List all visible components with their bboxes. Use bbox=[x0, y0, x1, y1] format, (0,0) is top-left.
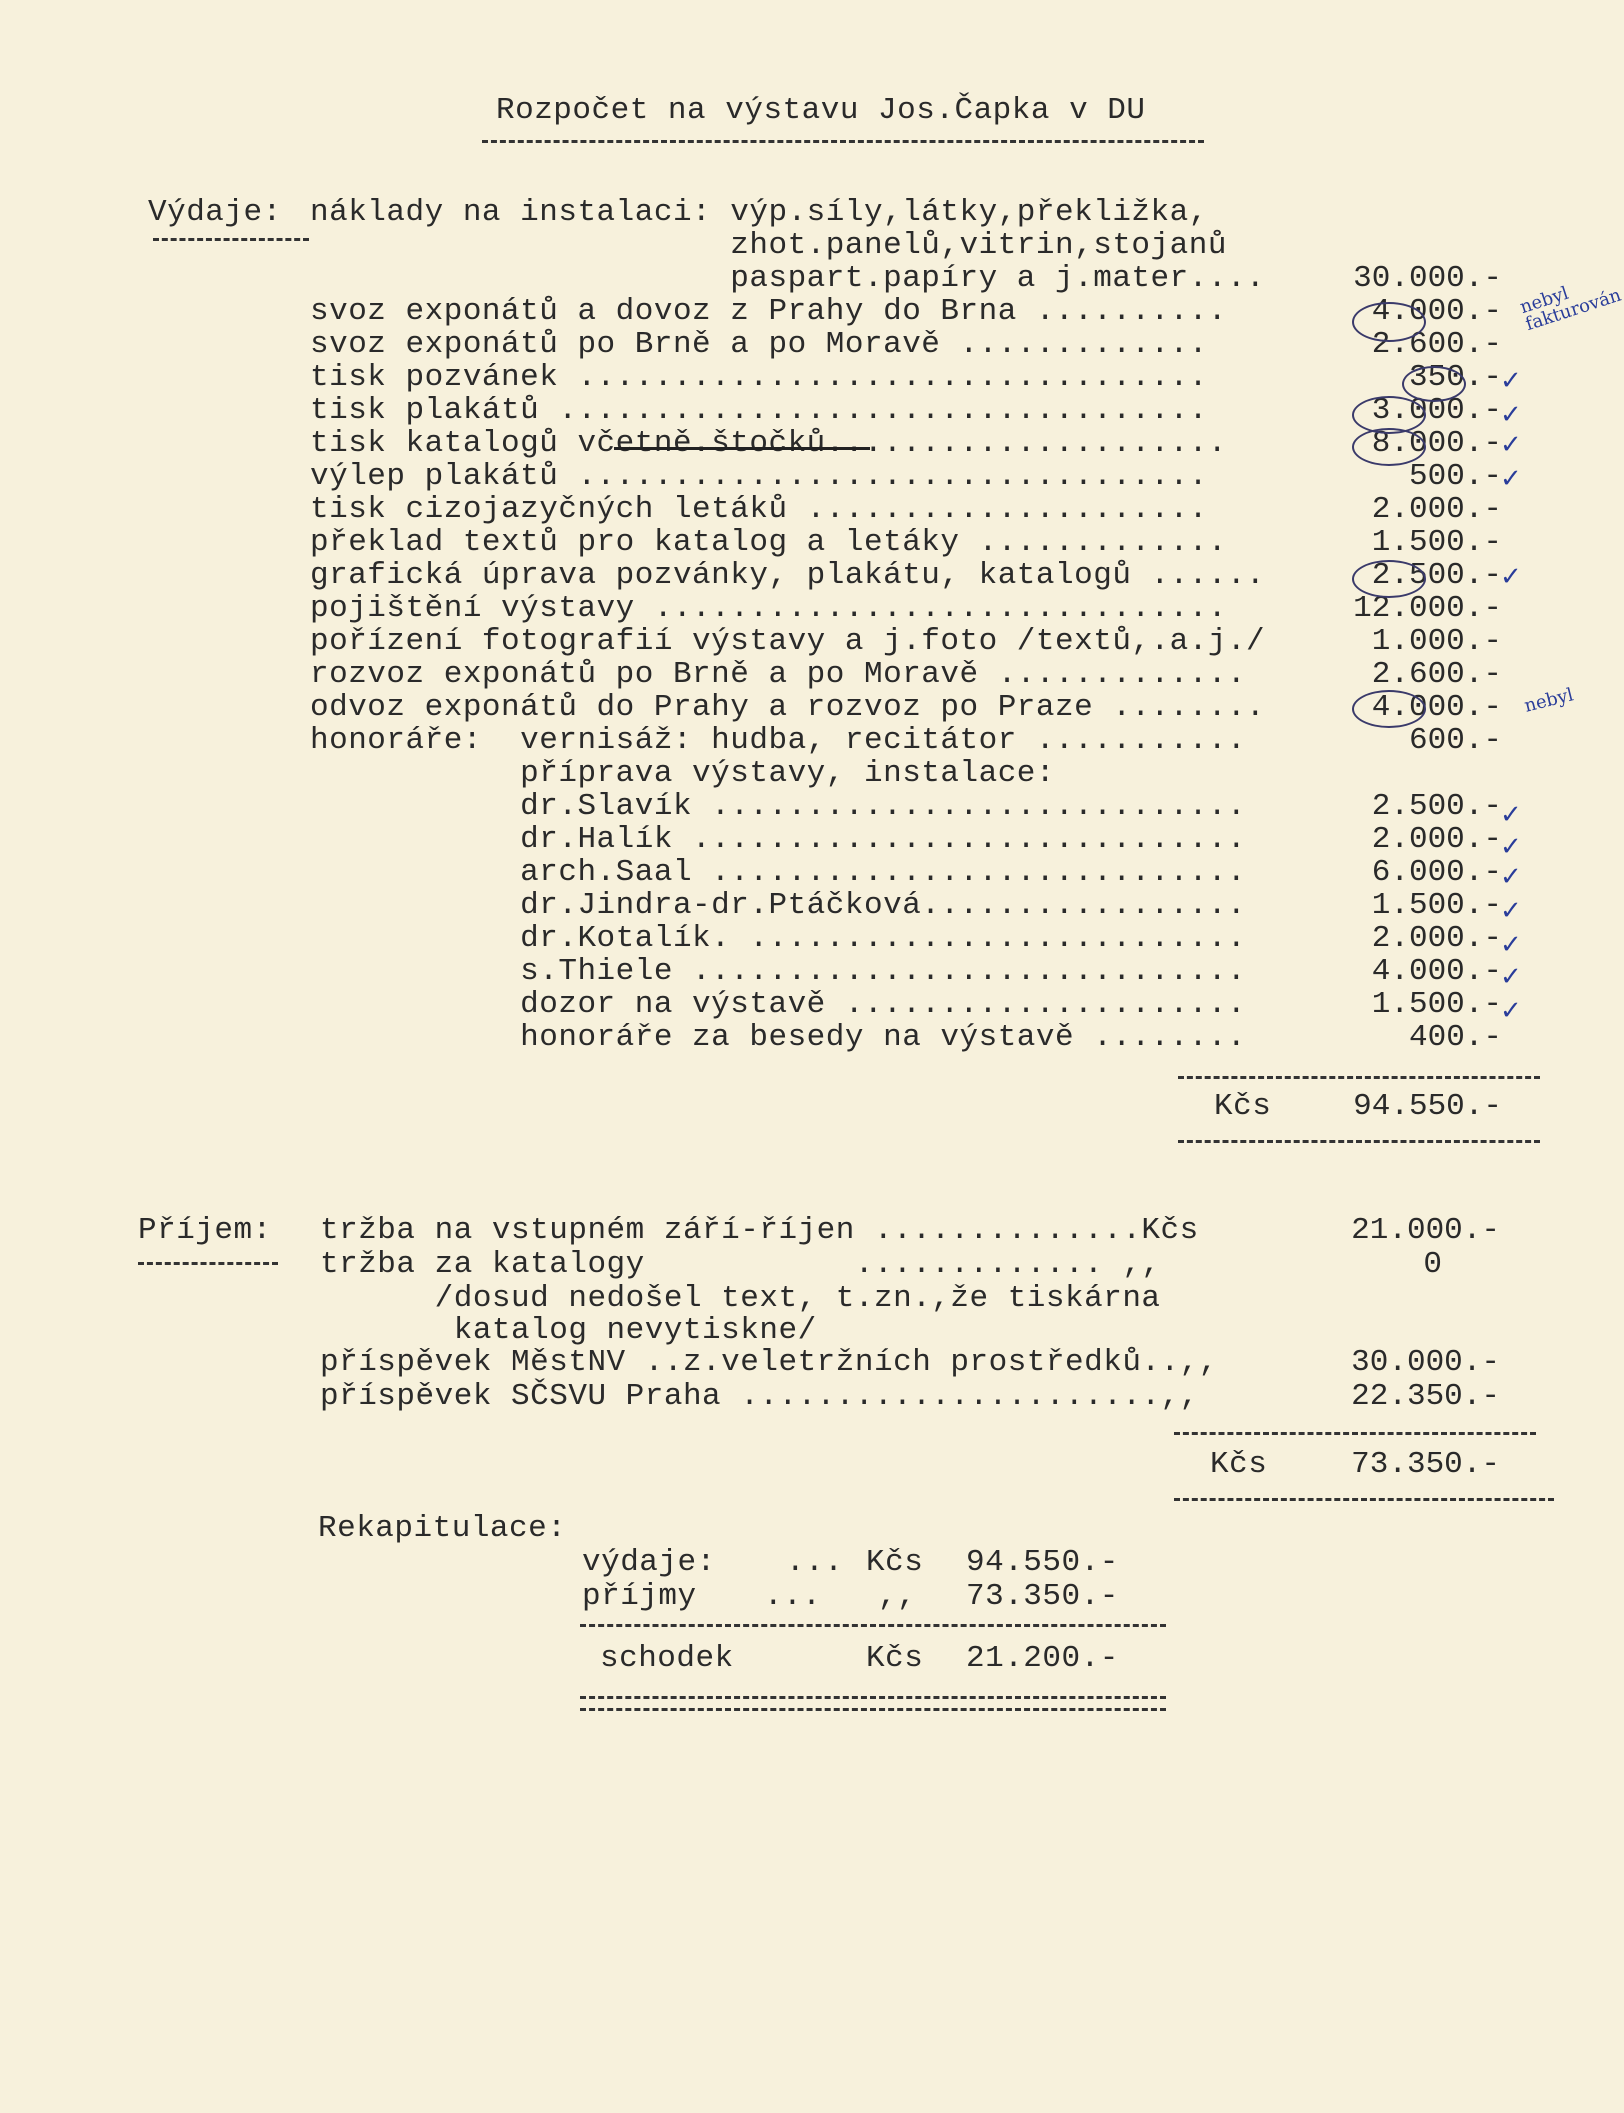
check-mark-icon: ✓ bbox=[1500, 400, 1522, 430]
vydaje-line-text: tisk pozvánek ................................. bbox=[310, 360, 1208, 395]
rekap-prijmy-dots: ... bbox=[764, 1579, 822, 1614]
vydaje-line-amount: 600.- bbox=[1408, 723, 1502, 758]
vydaje-line-text: pojištění výstavy .............................. bbox=[310, 591, 1227, 626]
check-mark-icon: ✓ bbox=[1500, 832, 1522, 862]
vydaje-line-amount: 4.000.- bbox=[1371, 294, 1502, 329]
vydaje-line-text: rozvoz exponátů po Brně a po Moravě ............. bbox=[310, 657, 1247, 692]
vydaje-line-amount: 8.000.- bbox=[1371, 426, 1502, 461]
check-mark-icon: ✓ bbox=[1500, 962, 1522, 992]
vydaje-total-amount: 94.550.- bbox=[1353, 1089, 1502, 1124]
vydaje-line-amount: 350.- bbox=[1408, 360, 1502, 395]
vydaje-line-text: honoráře za besedy na výstavě ........ bbox=[310, 1020, 1247, 1055]
prijem-line-text: příspěvek MěstNV ..z.veletržních prostředků..,, bbox=[320, 1345, 1218, 1380]
vydaje-line-amount: 400.- bbox=[1408, 1020, 1502, 1055]
rekap-vydaje-cur: Kčs bbox=[866, 1545, 924, 1580]
rekap-rule-bottom-1 bbox=[580, 1696, 1166, 1699]
rekap-rule-bottom-2 bbox=[580, 1708, 1166, 1711]
check-mark-icon: ✓ bbox=[1500, 862, 1522, 892]
rekap-vydaje-label: výdaje: bbox=[582, 1545, 716, 1580]
vydaje-line-text: odvoz exponátů do Prahy a rozvoz po Praze ........ bbox=[310, 690, 1266, 725]
vydaje-line-amount: 2.600.- bbox=[1371, 657, 1502, 692]
vydaje-line-text: dr.Halík ............................. bbox=[310, 822, 1247, 857]
vydaje-total-label: Kčs bbox=[1214, 1089, 1272, 1124]
prijem-line-amount: 21.000.- bbox=[1351, 1213, 1500, 1248]
rekap-result-label: schodek bbox=[600, 1641, 734, 1676]
vydaje-underline bbox=[153, 238, 309, 241]
vydaje-line-text: pořízení fotografií výstavy a j.foto /textů,.a.j./ bbox=[310, 624, 1266, 659]
check-mark-icon: ✓ bbox=[1500, 996, 1522, 1026]
vydaje-line-amount: 2.500.- bbox=[1371, 558, 1502, 593]
prijem-total-label: Kčs bbox=[1210, 1447, 1268, 1482]
prijem-line-text: katalog nevytiskne/ bbox=[320, 1313, 817, 1348]
vydaje-line-text: svoz exponátů a dovoz z Prahy do Brna .......... bbox=[310, 294, 1227, 329]
check-mark-icon: ✓ bbox=[1500, 464, 1522, 494]
vydaje-line-text: dr.Jindra-dr.Ptáčková................. bbox=[310, 888, 1247, 923]
vydaje-line-amount: 2.000.- bbox=[1371, 492, 1502, 527]
vydaje-line-amount: 30.000.- bbox=[1353, 261, 1502, 296]
vydaje-line-text: tisk cizojazyčných letáků ..................... bbox=[310, 492, 1208, 527]
vydaje-line-text: arch.Saal ............................ bbox=[310, 855, 1247, 890]
strike-vcetne-stocku bbox=[614, 447, 870, 450]
title-underline bbox=[482, 140, 1204, 143]
amount-circle bbox=[1352, 428, 1426, 466]
prijem-underline bbox=[138, 1262, 278, 1265]
prijem-line-text: příspěvek SČSVU Praha ......................,, bbox=[320, 1379, 1199, 1414]
vydaje-line-text: příprava výstavy, instalace: bbox=[310, 756, 1056, 791]
vydaje-heading: Výdaje: bbox=[148, 195, 282, 230]
check-mark-icon: ✓ bbox=[1500, 896, 1522, 926]
vydaje-line-amount: 2.500.- bbox=[1371, 789, 1502, 824]
vydaje-total-rule-bottom bbox=[1178, 1140, 1540, 1143]
prijem-total-rule-top bbox=[1174, 1432, 1536, 1435]
vydaje-line-text: dr.Kotalík. .......................... bbox=[310, 921, 1247, 956]
handwritten-note-fakturovan: nebyl fakturován bbox=[1517, 282, 1624, 336]
check-mark-icon: ✓ bbox=[1500, 930, 1522, 960]
rekapitulace-heading: Rekapitulace: bbox=[318, 1511, 567, 1546]
vydaje-line-text: s.Thiele ............................. bbox=[310, 954, 1247, 989]
vydaje-line-amount: 1.500.- bbox=[1371, 987, 1502, 1022]
amount-circle bbox=[1402, 366, 1466, 402]
prijem-line-text: tržba na vstupném září-říjen ..............Kčs bbox=[320, 1213, 1199, 1248]
vydaje-line-amount: 1.500.- bbox=[1371, 888, 1502, 923]
rekap-prijmy-label: příjmy bbox=[582, 1579, 697, 1614]
vydaje-line-text: náklady na instalaci: výp.síly,látky,překližka, bbox=[310, 195, 1208, 230]
handwritten-note-nebyl: nebyl bbox=[1522, 684, 1576, 717]
vydaje-line-amount: 1.500.- bbox=[1371, 525, 1502, 560]
amount-circle bbox=[1352, 302, 1426, 342]
prijem-line-text: /dosud nedošel text, t.zn.,že tiskárna bbox=[320, 1281, 1161, 1316]
vydaje-line-text: výlep plakátů ................................. bbox=[310, 459, 1208, 494]
vydaje-total-rule-top bbox=[1178, 1076, 1540, 1079]
rekap-prijmy-amount: 73.350.- bbox=[966, 1579, 1119, 1614]
vydaje-line-text: honoráře: vernisáž: hudba, recitátor ........... bbox=[310, 723, 1247, 758]
prijem-total-amount: 73.350.- bbox=[1351, 1447, 1500, 1482]
vydaje-line-text: zhot.panelů,vitrin,stojanů bbox=[310, 228, 1227, 263]
prijem-line-amount: 30.000.- bbox=[1351, 1345, 1500, 1380]
vydaje-line-text: dozor na výstavě ..................... bbox=[310, 987, 1247, 1022]
vydaje-line-text: paspart.papíry a j.mater.... bbox=[310, 261, 1285, 296]
vydaje-line-text: dr.Slavík ............................ bbox=[310, 789, 1247, 824]
prijem-heading: Příjem: bbox=[138, 1213, 272, 1248]
vydaje-line-amount: 500.- bbox=[1408, 459, 1502, 494]
rekap-vydaje-dots: ... bbox=[786, 1545, 844, 1580]
vydaje-line-amount: 3.000.- bbox=[1371, 393, 1502, 428]
vydaje-line-amount: 2.600.- bbox=[1371, 327, 1502, 362]
vydaje-line-amount: 2.000.- bbox=[1371, 921, 1502, 956]
amount-circle bbox=[1352, 690, 1426, 728]
vydaje-line-amount: 4.000.- bbox=[1371, 690, 1502, 725]
vydaje-line-amount: 12.000.- bbox=[1353, 591, 1502, 626]
check-mark-icon: ✓ bbox=[1500, 366, 1522, 396]
vydaje-line-amount: 4.000.- bbox=[1371, 954, 1502, 989]
vydaje-line-text: grafická úprava pozvánky, plakátu, katalogů ...... bbox=[310, 558, 1266, 593]
prijem-line-amount: 22.350.- bbox=[1351, 1379, 1500, 1414]
prijem-total-rule-bottom bbox=[1174, 1498, 1554, 1501]
vydaje-line-amount: 2.000.- bbox=[1371, 822, 1502, 857]
prijem-line-text: tržba za katalogy ............. ,, bbox=[320, 1247, 1161, 1282]
amount-circle bbox=[1352, 560, 1426, 598]
page-title: Rozpočet na výstavu Jos.Čapka v DU bbox=[496, 93, 1146, 128]
prijem-line-amount: 0 bbox=[1423, 1247, 1442, 1282]
rekap-rule-top bbox=[580, 1624, 1166, 1627]
check-mark-icon: ✓ bbox=[1500, 430, 1522, 460]
rekap-result-amount: 21.200.- bbox=[966, 1641, 1119, 1676]
check-mark-icon: ✓ bbox=[1500, 800, 1522, 830]
vydaje-line-text: svoz exponátů po Brně a po Moravě ............. bbox=[310, 327, 1208, 362]
check-mark-icon: ✓ bbox=[1500, 562, 1522, 592]
vydaje-line-amount: 6.000.- bbox=[1371, 855, 1502, 890]
vydaje-line-text: tisk plakátů .................................. bbox=[310, 393, 1208, 428]
rekap-result-cur: Kčs bbox=[866, 1641, 924, 1676]
vydaje-line-text: překlad textů pro katalog a letáky ............. bbox=[310, 525, 1227, 560]
vydaje-line-amount: 1.000.- bbox=[1371, 624, 1502, 659]
vydaje-line-text: tisk katalogů včetně.štočků..................... bbox=[310, 426, 1227, 461]
rekap-vydaje-amount: 94.550.- bbox=[966, 1545, 1119, 1580]
rekap-prijmy-cur: ,, bbox=[878, 1579, 917, 1614]
